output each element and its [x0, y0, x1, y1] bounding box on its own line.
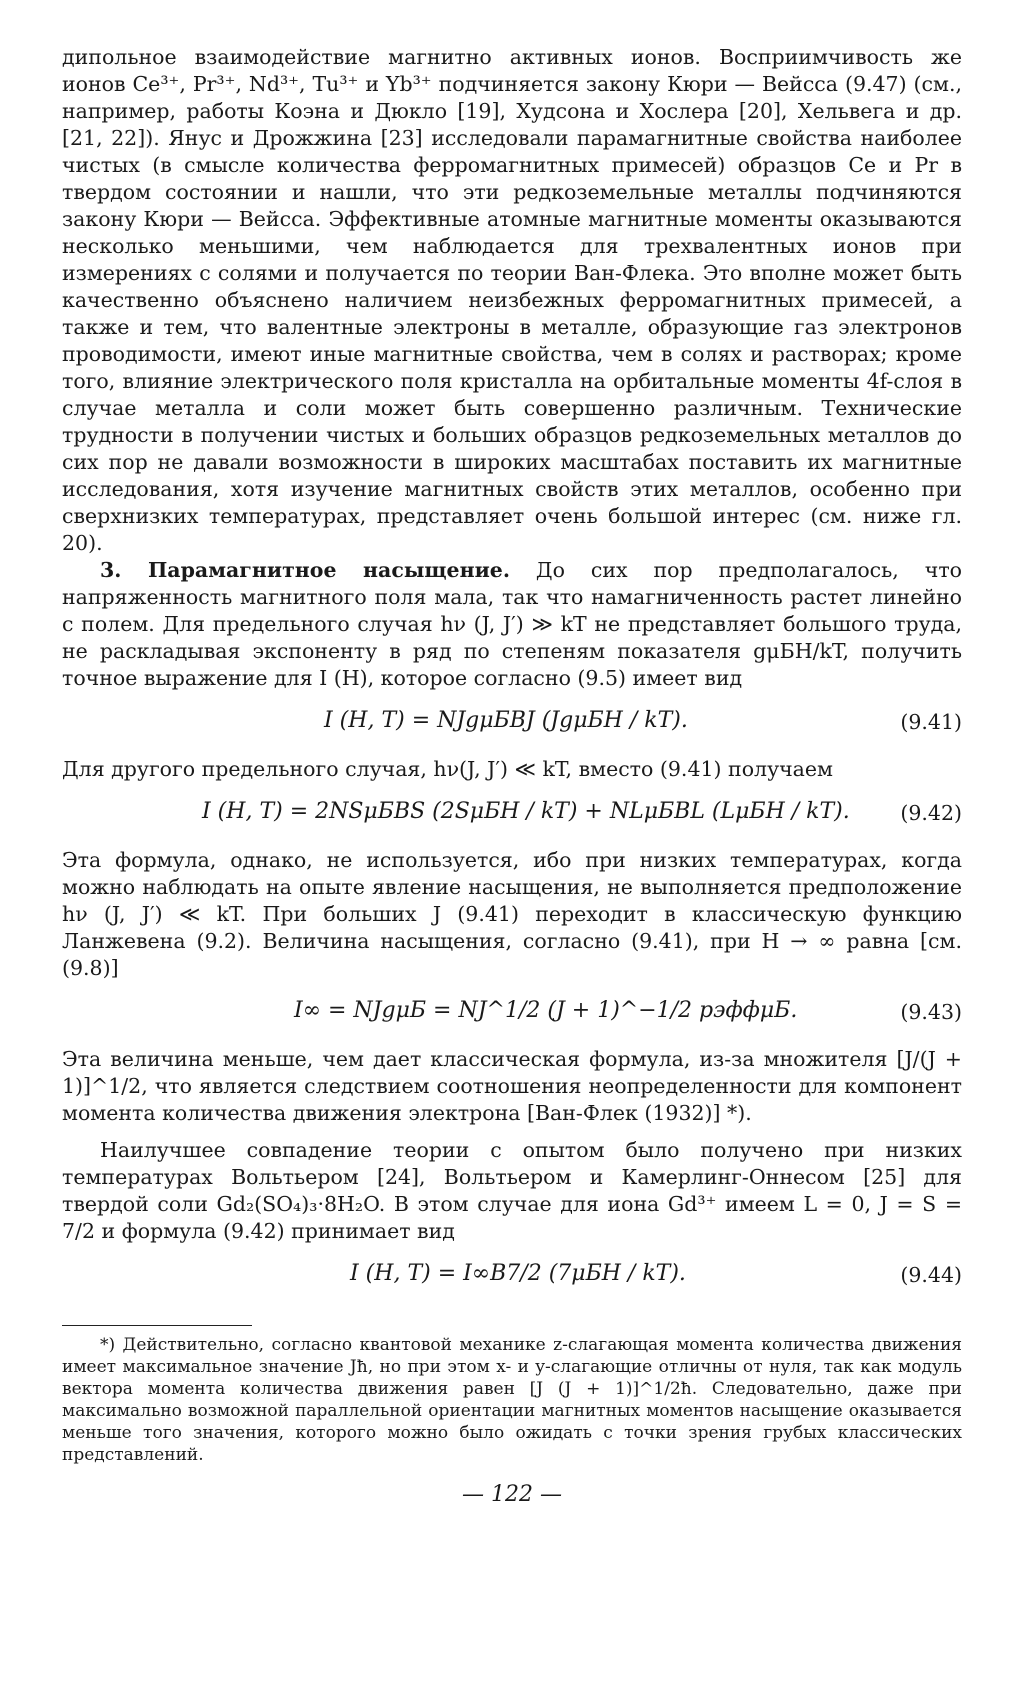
section-title: 3. Парамагнитное насыщение.	[100, 558, 510, 582]
page-number: — 122 —	[462, 1482, 562, 1507]
equation-number: (9.44)	[900, 1263, 962, 1287]
equation-9-41	[62, 700, 962, 748]
paragraph-3: Для другого предельного случая, hν(J, J′) ≪ kT, вместо (9.41) получаем	[62, 757, 833, 781]
equation-body: I∞ = NJgμБ = NJ^1/2 (J + 1)^−1/2 pэффμБ.	[294, 998, 798, 1023]
equation-body: I (H, T) = 2NSμБBS (2SμБH / kT) + NLμБBL (LμБH / kT).	[202, 799, 850, 824]
footnote-rule	[62, 1325, 252, 1326]
footnote: *) Действительно, согласно квантовой механике z-слагающая момента количества движения имеет максимальное значение Jħ, но при этом x- и y-слагающие отличны от нуля, так как модуль вектора момента количества движения равен [J (J + 1)]^1/2ħ. Следовательно, даже при максимально возможной параллельной ориентации магнитных моментов насыщение оказывается меньше того значения, которого можно было ожидать с точки зрения грубых классических представлений.	[62, 1335, 962, 1465]
paragraph-2-text: До сих пор предполагалось, что напряженность магнитного поля мала, так что намагниченность растет линейно с полем. Для предельного случая hν (J, J′) ≫ kT не представляет большого труда, не раскладывая экспоненту в ряд по степеням показателя gμБH/kT, получить точное выражение для I (H), которое согласно (9.5) имеет вид	[62, 558, 962, 690]
paragraph-4: Эта формула, однако, не используется, ибо при низких температурах, когда можно наблюдать на опыте явление насыщения, не выполняется предположение hν (J, J′) ≪ kT. При больших J (9.41) переходит в классическую функцию Ланжевена (9.2). Величина насыщения, согласно (9.41), при H → ∞ равна [см. (9.8)]	[62, 848, 962, 980]
paragraph-2	[62, 557, 962, 692]
equation-9-42	[62, 791, 962, 839]
equation-body: I (H, T) = NJgμБBJ (JgμБH / kT).	[324, 708, 688, 733]
paragraph-1: дипольное взаимодействие магнитно активных ионов. Восприимчивость же ионов Ce³⁺, Pr³⁺, Nd³⁺, Tu³⁺ и Yb³⁺ подчиняется закону Кюри — Вейсса (9.47) (см., например, работы Коэна и Дюкло [19], Худсона и Хослера [20], Хельвега и др. [21, 22]). Янус и Дрожжина [23] исследовали парамагнитные свойства наиболее чистых (в смысле количества ферромагнитных примесей) образцов Ce и Pr в твердом состоянии и нашли, что эти редкоземельные металлы подчиняются закону Кюри — Вейсса. Эффективные атомные магнитные моменты оказываются несколько меньшими, чем наблюдается для трехвалентных ионов при измерениях с солями и получается по теории Ван-Флека. Это вполне может быть качественно объяснено наличием неизбежных ферромагнитных примесей, а также и тем, что валентные электроны в металле, образующие газ электронов проводимости, имеют иные магнитные свойства, чем в солях и растворах; кроме того, влияние электрического поля кристалла на орбитальные моменты 4f-слоя в случае металла и соли может быть совершенно различным. Технические трудности в получении чистых и больших образцов редкоземельных металлов до сих пор не давали возможности в широких масштабах поставить их магнитные исследования, хотя изучение магнитных свойств этих металлов, особенно при сверхнизких температурах, представляет очень большой интерес (см. ниже гл. 20).	[62, 45, 962, 555]
equation-body: I (H, T) = I∞B7/2 (7μБH / kT).	[350, 1261, 686, 1286]
paragraph-5: Эта величина меньше, чем дает классическая формула, из-за множителя [J/(J + 1)]^1/2, что является следствием соотношения неопределенности для компонент момента количества движения электрона [Ван-Флек (1932)] *).	[62, 1047, 962, 1125]
equation-number: (9.42)	[900, 801, 962, 825]
equation-number: (9.41)	[900, 710, 962, 734]
paragraph-6: Наилучшее совпадение теории с опытом было получено при низких температурах Вольтьером [24], Вольтьером и Камерлинг-Оннесом [25] для твердой соли Gd₂(SO₄)₃·8H₂O. В этом случае для иона Gd³⁺ имеем L = 0, J = S = 7/2 и формула (9.42) принимает вид	[62, 1138, 962, 1243]
equation-9-43	[62, 990, 962, 1038]
equation-9-44	[62, 1253, 962, 1301]
equation-number: (9.43)	[900, 1000, 962, 1024]
page	[62, 44, 962, 1507]
